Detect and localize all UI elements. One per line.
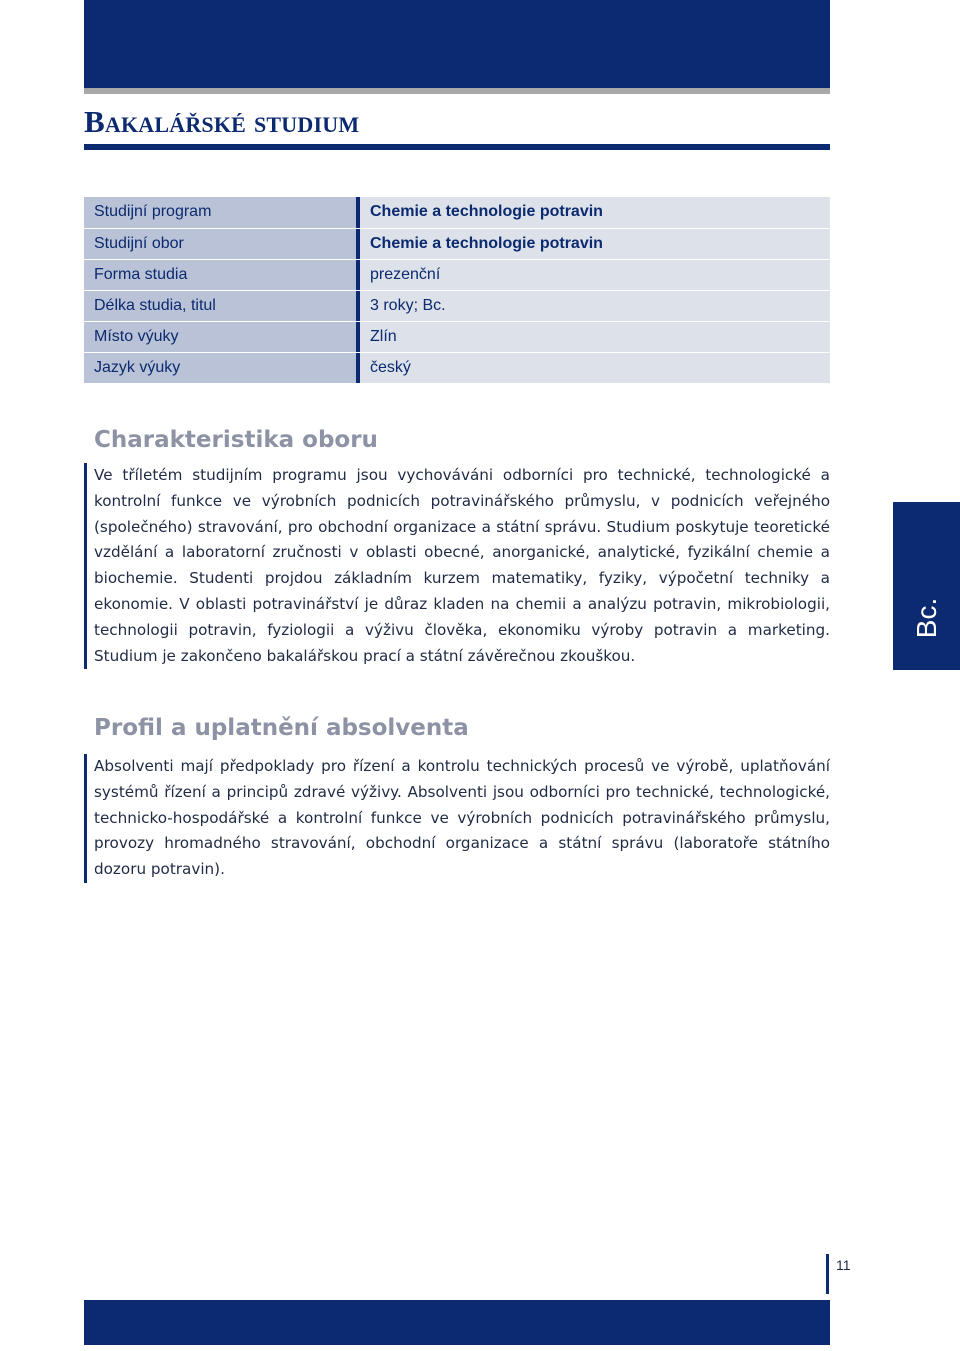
table-row xyxy=(84,197,830,228)
table-row xyxy=(84,321,830,352)
row-value: Chemie a technologie potravin xyxy=(360,197,830,228)
row-label: Studijní program xyxy=(84,197,356,228)
row-value: český xyxy=(360,352,830,383)
characteristics-text: Ve tříletém studijním programu jsou vychováváni odborníci pro technické, technologické a kontrolní funkce ve výrobních podnicích potravinářského průmyslu, v podnicích veřejného (společného) stravování, pro obchodní organizace a státní správu. Studium poskytuje teoretické vzdělání a laboratorní zručnosti v oblasti obecné, anorganické, analytické, fyzikální chemie a biochemie. Studenti projdou základním kurzem matematiky, fyziky, výpočetní techniky a ekonomie. V oblasti potravinářství je důraz kladen na chemii a analýzu potravin, mikrobiologii, technologii potravin, fyziologii a výživu člověka, ekonomiku výroby potravin a marketing. Studium je zakončeno bakalářskou prací a státní závěrečnou zkouškou. xyxy=(84,463,830,669)
row-value: 3 roky; Bc. xyxy=(360,290,830,321)
row-label: Forma studia xyxy=(84,259,356,290)
degree-side-tab-label: Bc. xyxy=(910,597,942,639)
study-info-table xyxy=(84,197,830,383)
table-row xyxy=(84,228,830,259)
row-value: prezenční xyxy=(360,259,830,290)
row-label: Studijní obor xyxy=(84,228,356,259)
title-rule xyxy=(84,144,830,150)
table-row xyxy=(84,352,830,383)
table-row xyxy=(84,259,830,290)
row-value: Zlín xyxy=(360,321,830,352)
page-number: 11 xyxy=(836,1257,851,1273)
row-label: Místo výuky xyxy=(84,321,356,352)
table-row xyxy=(84,290,830,321)
degree-side-tab xyxy=(893,502,960,670)
bottom-banner xyxy=(84,1300,830,1345)
profile-text: Absolventi mají předpoklady pro řízení a kontrolu technických procesů ve výrobě, uplatňování systémů řízení a principů zdravé výživy. Absolventi jsou odborníci pro technické, technologické, technicko-hospodářské a kontrolní funkce ve výrobních podnicích potravinářského průmyslu, provozy hromadného stravování, obchodní organizace a státní správu (laboratoře státního dozoru potravin). xyxy=(84,754,830,883)
profile-heading: Profil a uplatnění absolventa xyxy=(94,715,469,741)
page-title: Bakalářské studium xyxy=(84,104,360,139)
row-label: Jazyk výuky xyxy=(84,352,356,383)
page-number-rule xyxy=(826,1254,829,1294)
top-banner-stripe xyxy=(84,88,830,94)
characteristics-heading: Charakteristika oboru xyxy=(94,427,378,453)
top-banner xyxy=(84,0,830,88)
row-value: Chemie a technologie potravin xyxy=(360,228,830,259)
row-label: Délka studia, titul xyxy=(84,290,356,321)
